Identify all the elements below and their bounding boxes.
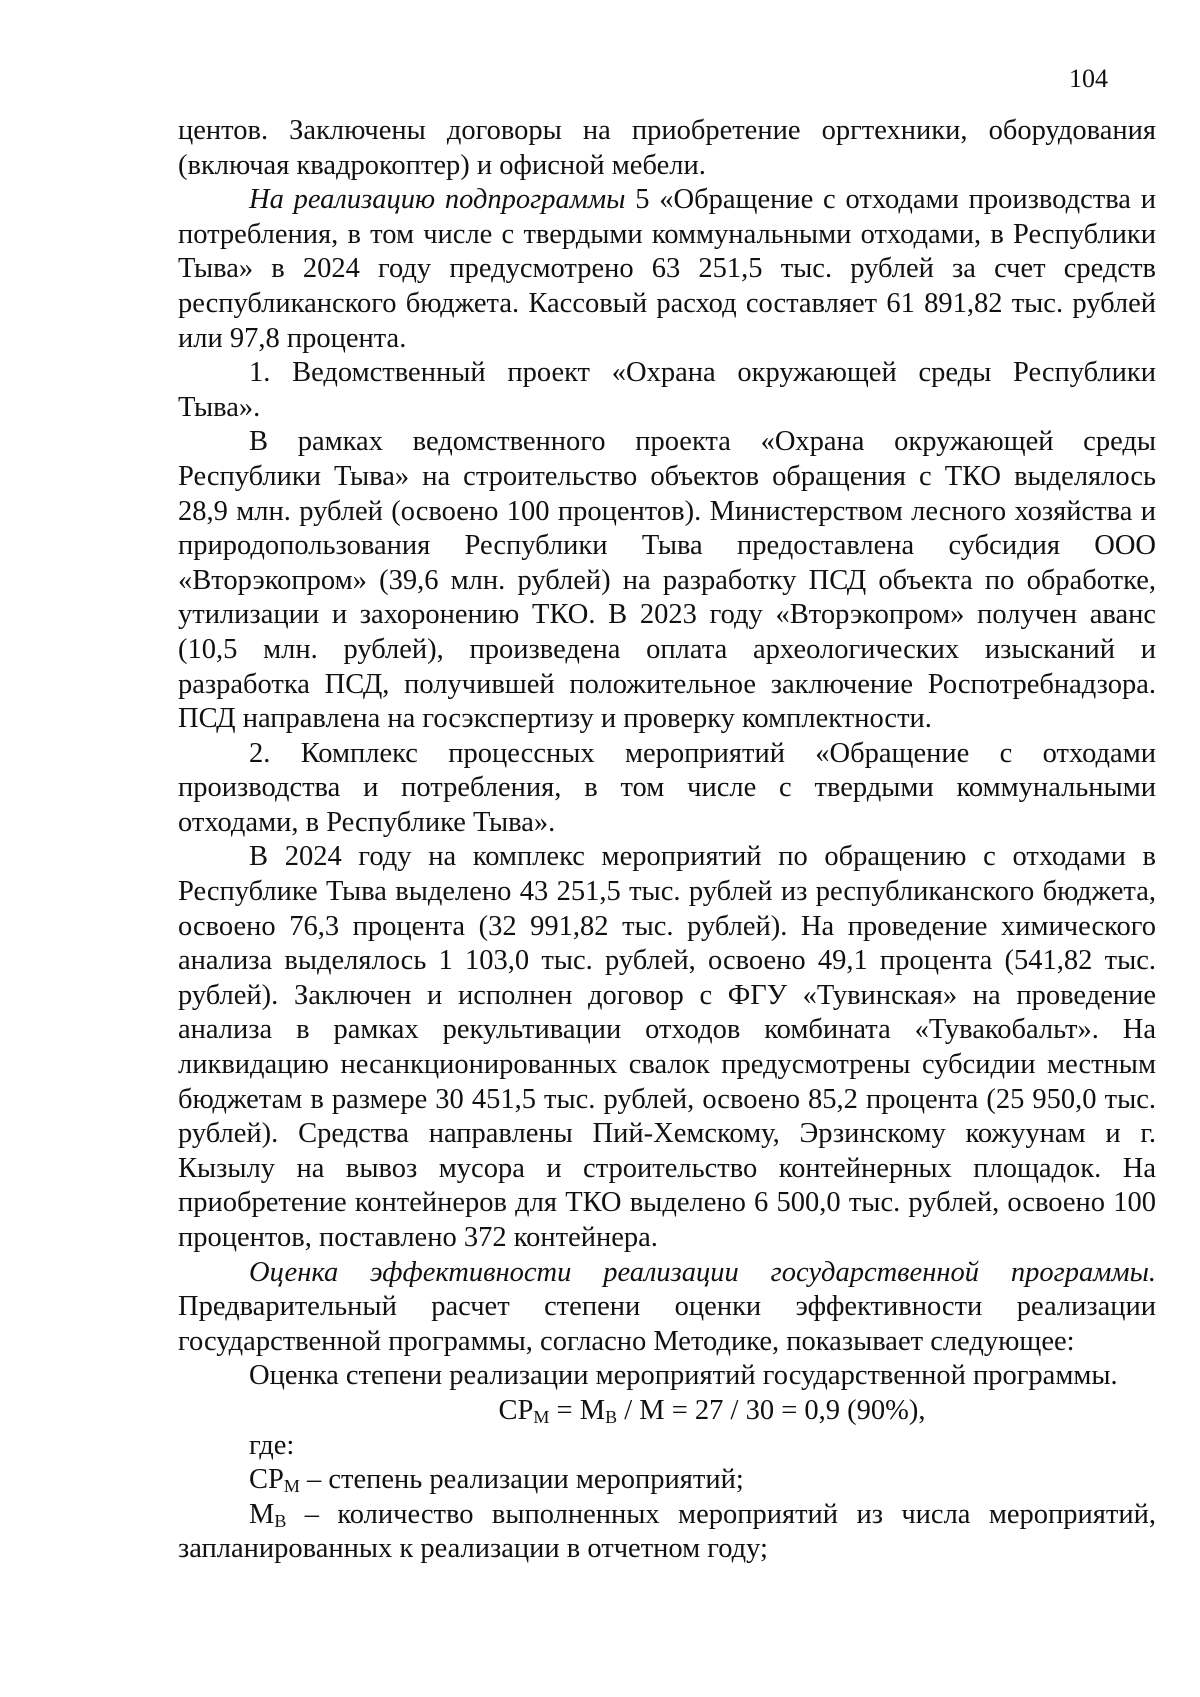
definition-srm-text: – степень реализации мероприятий; xyxy=(299,1464,744,1496)
definition-srm xyxy=(178,1463,1156,1498)
definition-srm-subscript: М xyxy=(283,1476,300,1497)
paragraph-waste-measures-2024: В 2024 году на комплекс мероприятий по обращению с отходами в Республике Тыва выделено 43 251,5 тыс. рублей из республиканского бюджета, освоено 76,3 процента (32 991,82 тыс. рублей). На проведение химического анализа выделялось 1 103,0 тыс. рублей, освоено 49,1 процента (541,82 тыс. рублей). Заключен и исполнен договор с ФГУ «Тувинская» на проведение анализа в рамках рекультивации отходов комбината «Тувакобальт». На ликвидацию несанкционированных свалок предусмотрены субсидии местным бюджетам в размере 30 451,5 тыс. рублей, освоено 85,2 процента (25 950,0 тыс. рублей). Средства направлены Пий-Хемскому, Эрзинскому кожуунам и г. Кызылу на вывоз мусора и строительство контейнерных площадок. На приобретение контейнеров для ТКО выделено 6 500,0 тыс. рублей, освоено 100 процентов, поставлено 372 контейнера. xyxy=(178,841,1156,1253)
page-number: 104 xyxy=(1069,64,1108,93)
paragraph-subprogram-5 xyxy=(178,183,1156,356)
paragraph-process-measures: 2. Комплекс процессных мероприятий «Обращение с отходами производства и потребления, в том числе с твердыми коммунальными отходами, в Республике Тыва». xyxy=(178,737,1156,838)
paragraph-measures-assessment: Оценка степени реализации мероприятий государственной программы. xyxy=(249,1360,1118,1392)
paragraph-departmental-project: 1. Ведомственный проект «Охрана окружающей среды Республики Тыва». xyxy=(178,357,1156,423)
paragraph-contracts: центов. Заключены договоры на приобретение оргтехники, оборудования (включая квадрокоптер) и офисной мебели. xyxy=(178,115,1156,181)
efficiency-text: Предварительный расчет степени оценки эффективности реализации государственной программы, согласно Методике, показывает следующее: xyxy=(178,1291,1156,1357)
definition-srm-symbol: СР xyxy=(249,1464,284,1496)
formula-lhs-subscript: М xyxy=(533,1406,550,1427)
subprogram-5-text: 5 «Обращение с отходами производства и потребления, в том числе с твердыми коммунальными отходами, в Республики Тыва» в 2024 году предусмотрено 63 251,5 тыс. рублей за счет средств республиканского бюджета. Кассовый расход составляет 61 891,82 тыс. рублей или 97,8 процента. xyxy=(178,184,1156,354)
definition-mv xyxy=(178,1498,1156,1567)
definitions-where: где: xyxy=(249,1429,295,1461)
paragraph-efficiency-assessment xyxy=(178,1256,1156,1360)
definition-mv-text: – количество выполненных мероприятий из числа мероприятий, запланированных к реализации в отчетном году; xyxy=(178,1498,1156,1565)
definition-mv-subscript: В xyxy=(274,1510,287,1531)
paragraph-departmental-project-details: В рамках ведомственного проекта «Охрана окружающей среды Республики Тыва» на строительство объектов обращения с ТКО выделялось 28,9 млн. рублей (освоено 100 процентов). Министерством лесного хозяйства и природопользования Республики Тыва предоставлена субсидия ООО «Вторэкопром» (39,6 млн. рублей) на разработку ПСД объекта по обработке, утилизации и захоронению ТКО. В 2023 году «Вторэкопром» получен аванс (10,5 млн. рублей), произведена оплата археологических изысканий и разработка ПСД, получившей положительное заключение Роспотребнадзора. ПСД направлена на госэкспертизу и проверку комплектности. xyxy=(178,426,1156,735)
formula-srm xyxy=(178,1394,1156,1429)
subprogram-intro-italic: На реализацию подпрограммы xyxy=(249,184,626,216)
formula-mv-subscript: В xyxy=(605,1406,618,1427)
document-body xyxy=(178,114,1156,1567)
definition-mv-symbol: М xyxy=(249,1498,275,1530)
formula-lhs: СР xyxy=(498,1394,534,1426)
efficiency-heading-italic: Оценка эффективности реализации государственной программы. xyxy=(249,1256,1156,1288)
formula-rest: / М = 27 / 30 = 0,9 (90%), xyxy=(617,1394,926,1426)
formula-mv: = М xyxy=(549,1394,606,1426)
